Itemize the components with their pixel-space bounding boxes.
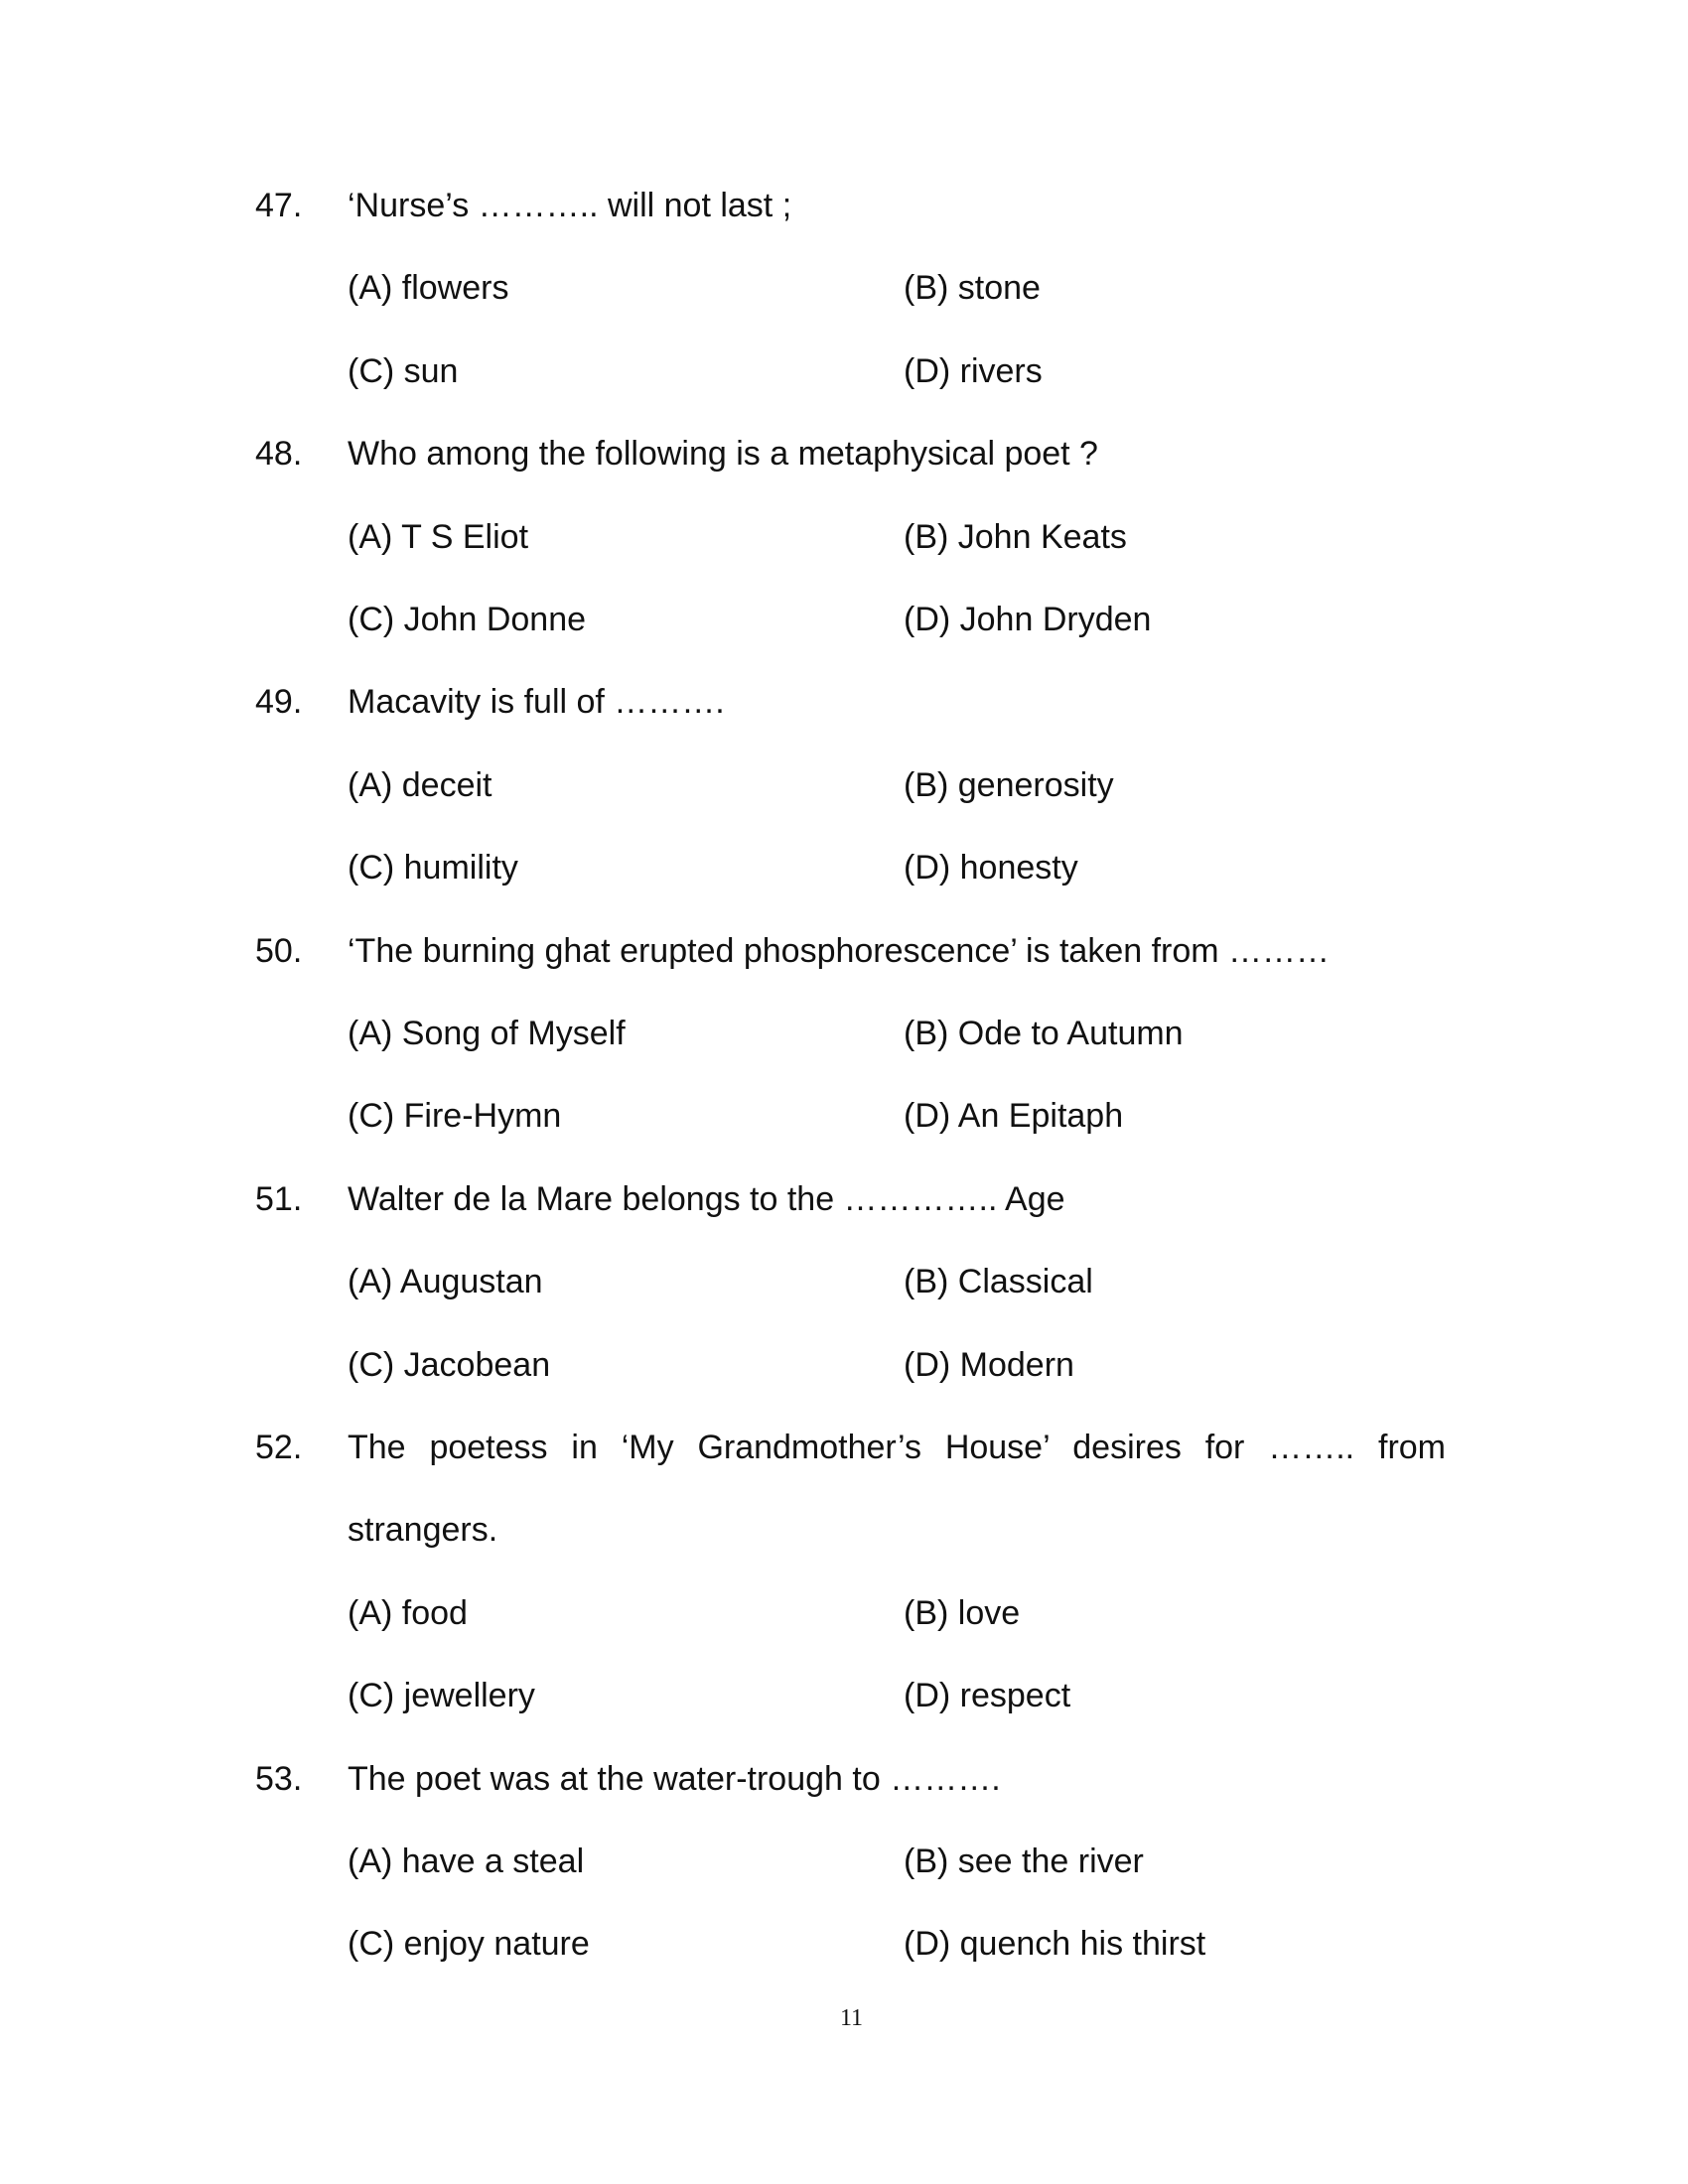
option-a: (A) flowers (348, 269, 509, 308)
question-number: 47. (255, 187, 303, 224)
option-a: (A) food (348, 1593, 468, 1632)
question-number: 53. (255, 1759, 303, 1798)
option-a: (A) deceit (348, 765, 492, 804)
question-number: 48. (255, 435, 303, 474)
question-number: 51. (255, 1179, 303, 1218)
question-number: 52. (255, 1429, 303, 1466)
question-text: Macavity is full of ………. (348, 683, 725, 722)
page-number: 11 (839, 2005, 864, 2031)
option-d: (D) An Epitaph (904, 1097, 1124, 1136)
question-text: Walter de la Mare belongs to the ………….. Age (348, 1179, 1065, 1218)
option-a: (A) Song of Myself (348, 1015, 626, 1052)
question-text: The poetess in ‘My Grandmother’s House’ desires for …….. from (348, 1429, 1446, 1466)
option-c: (C) enjoy nature (348, 1925, 590, 1964)
option-c: (C) sun (348, 351, 459, 390)
option-c: (C) humility (348, 849, 518, 887)
option-b: (B) Ode to Autumn (904, 1015, 1184, 1052)
option-c: (C) John Donne (348, 601, 587, 638)
option-d: (D) quench his thirst (904, 1925, 1206, 1964)
option-b: (B) generosity (904, 765, 1114, 804)
question-text: Who among the following is a metaphysical poet ? (348, 435, 1098, 474)
option-c: (C) Jacobean (348, 1345, 551, 1384)
option-b: (B) love (904, 1593, 1021, 1632)
option-c: (C) Fire-Hymn (348, 1097, 562, 1136)
option-a: (A) T S Eliot (348, 517, 529, 556)
option-c: (C) jewellery (348, 1677, 535, 1715)
option-a: (A) Augustan (348, 1263, 543, 1301)
option-b: (B) stone (904, 269, 1041, 308)
option-d: (D) John Dryden (904, 601, 1152, 638)
question-text: The poet was at the water-trough to ………. (348, 1759, 1001, 1798)
question-text: ‘Nurse’s ……….. will not last ; (348, 187, 792, 224)
option-b: (B) Classical (904, 1263, 1093, 1301)
question-text-continued: strangers. (348, 1511, 498, 1550)
option-d: (D) rivers (904, 351, 1043, 390)
option-b: (B) see the river (904, 1843, 1144, 1880)
option-a: (A) have a steal (348, 1843, 585, 1880)
question-text: ‘The burning ghat erupted phosphorescence’ is taken from ……… (348, 931, 1331, 970)
question-number: 49. (255, 683, 303, 722)
option-b: (B) John Keats (904, 517, 1127, 556)
question-number: 50. (255, 931, 303, 970)
option-d: (D) Modern (904, 1345, 1074, 1384)
option-d: (D) honesty (904, 849, 1078, 887)
option-d: (D) respect (904, 1677, 1071, 1715)
